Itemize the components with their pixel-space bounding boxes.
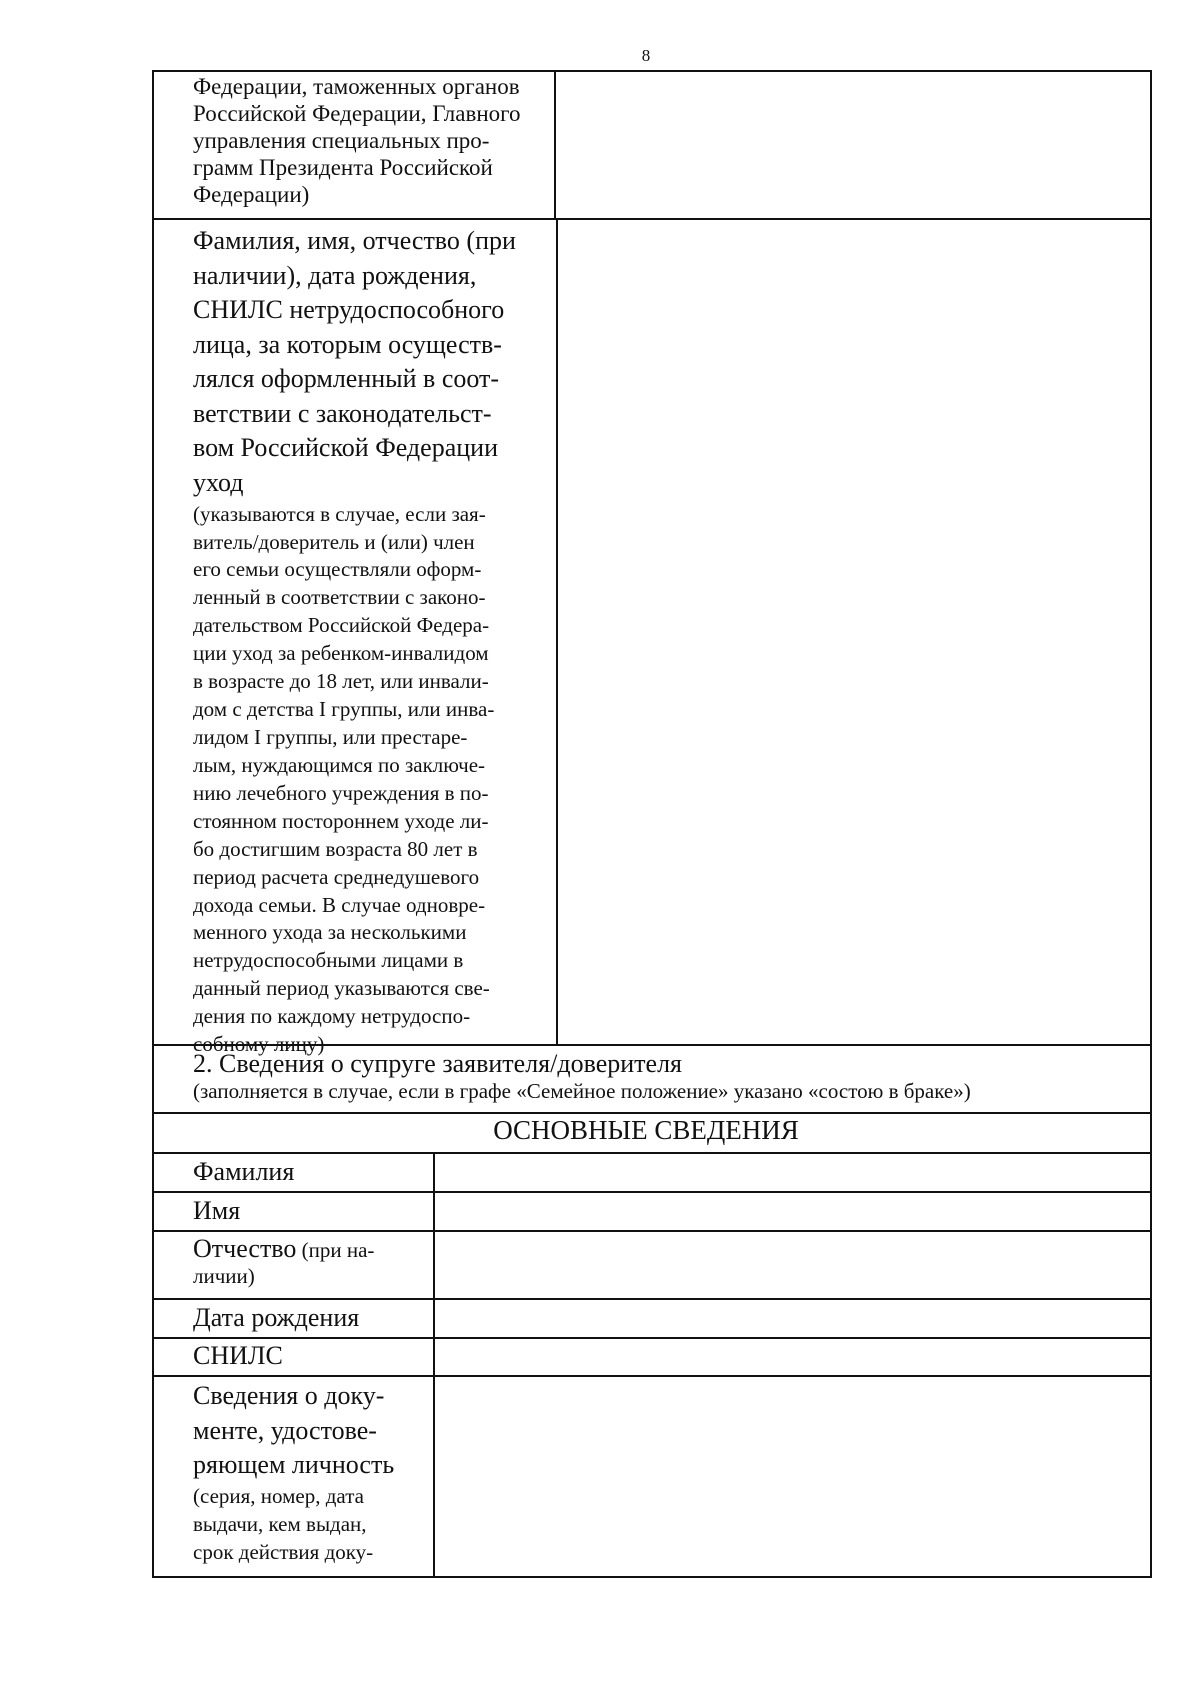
row2-label-line: вом Российской Федерации [193,433,498,463]
row2-note-line: дохода семьи. В случае одновре- [193,892,486,917]
row2-note-line: витель/доверитель и (или) член [193,529,475,554]
row2-value-field[interactable] [558,220,1150,1044]
row2-note-line: данный период указываются све- [193,976,490,1001]
row2-note-line: нию лечебного учреждения в по- [193,780,489,805]
row2-note-line: дения по каждому нетрудоспо- [193,1004,471,1029]
row2-note-line: период расчета среднедушевого [193,864,480,889]
name-label: Имя [193,1196,241,1225]
row2-note-line: в возрасте до 18 лет, или инвали- [193,669,489,694]
row2-note-line: лидом I группы, или престаре- [193,725,468,749]
row1-value-field[interactable] [556,72,1150,218]
id-document-label: Сведения о доку- менте, удостове- ряющем личность (серия, номер, дата выдачи, кем выдан, срок действия доку- [193,1381,395,1564]
row2-note-line: собному лицу) [193,1032,325,1057]
row1-label: Федерации, таможенных органов Российской Федерации, Главного управления специальных про- грамм Президента Российской Федерации) [193,74,521,207]
row2-note-line: его семьи осуществляли оформ- [193,557,482,582]
page-number: 8 [641,46,651,65]
patronymic-label: Отчество (при на- личии) [193,1234,375,1289]
row2-label [193,224,516,1059]
id-document-field[interactable] [435,1377,1150,1576]
basic-info-heading: ОСНОВНЫЕ СВЕДЕНИЯ [493,1115,799,1145]
table-right-border [1150,70,1152,1578]
snils-field[interactable] [435,1339,1150,1375]
row2-note-line: (указываются в случае, если зая- [193,501,486,526]
name-field[interactable] [435,1193,1150,1230]
row2-label-line: наличии), дата рождения, [193,260,477,290]
snils-label: СНИЛС [193,1341,283,1370]
row2-label-line: лица, за которым осуществ- [193,329,502,359]
row2-note-line: дательством Российской Федера- [193,613,490,638]
row2-note-line: ленный в соответствии с законо- [193,585,486,610]
surname-label: Фамилия [193,1157,295,1186]
table-left-border [152,70,154,1578]
row2-note-line: нетрудоспособными лицами в [193,948,464,973]
row2-note-line: стоянном постороннем уходе ли- [193,808,489,833]
row2-note-line: менного ухода за несколькими [193,920,467,945]
row2-note-line: ции уход за ребенком-инвалидом [193,641,489,666]
row2-label-line: уход [193,468,244,498]
row2-note-line: дом с детства I группы, или инва- [193,697,495,722]
row2-note-line: лым, нуждающимся по заключе- [193,752,486,777]
row2-note-line: бо достигшим возраста 80 лет в [193,836,478,861]
row2-label-line: лялся оформленный в соот- [193,364,500,394]
row2-label-line: ветствии с законодательст- [193,398,492,428]
birth-date-field[interactable] [435,1300,1150,1337]
row2-label-line: Фамилия, имя, отчество (при [193,226,516,255]
patronymic-field[interactable] [435,1232,1150,1298]
surname-field[interactable] [435,1154,1150,1191]
section2-title: 2. Сведения о супруге заявителя/доверителя [193,1049,683,1078]
section2-note: (заполняется в случае, если в графе «Семейное положение» указано «состою в браке») [193,1079,971,1104]
section2-header [193,1048,971,1104]
table-bottom-border [152,1576,1152,1578]
birth-date-label: Дата рождения [193,1303,360,1332]
row2-label-line: СНИЛС нетрудоспособного [193,295,505,325]
